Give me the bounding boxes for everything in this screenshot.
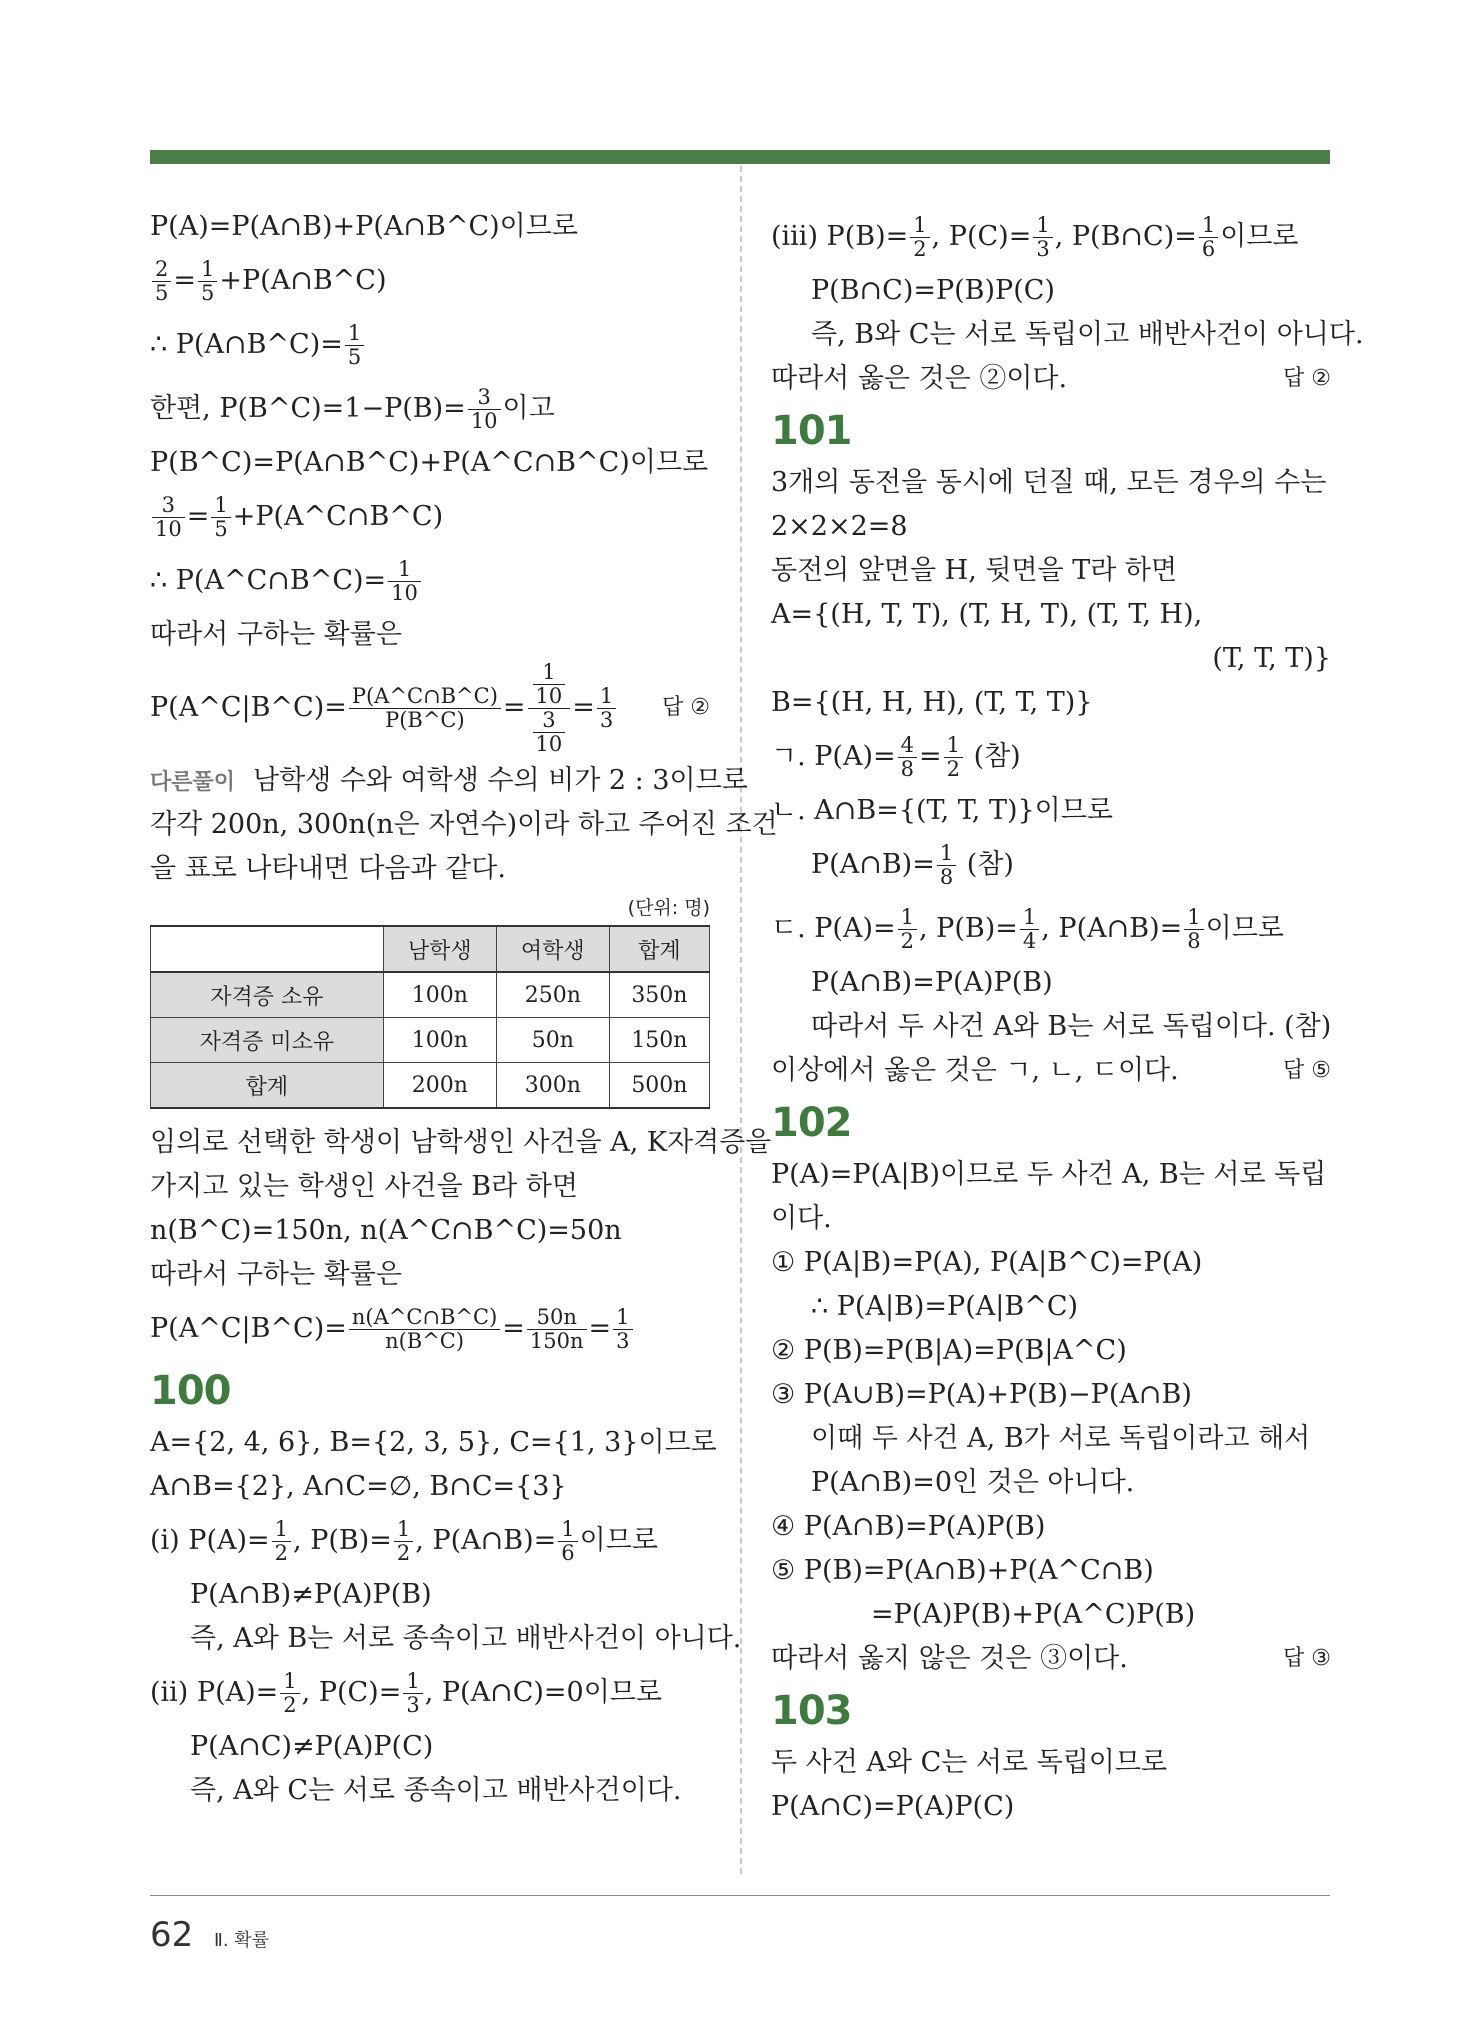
eq-line: P(B∩C)=P(B)P(C) [811,275,1055,306]
left-column [150,205,778,1813]
section-number: 100 [150,1368,231,1414]
eq-line: 2×2×2=8 [771,511,908,542]
answer-label: 답 ② [662,695,710,720]
eq-line: P(A∩B)=0인 것은 아니다. [811,1467,1135,1498]
text-line: 따라서 옳지 않은 것은 ③이다. 답 ③ [771,1637,1331,1681]
table-cell: 100n [383,1018,496,1063]
eq-line: A={(H, T, T), (T, H, T), (T, T, H), [771,599,1203,630]
text-line: 3개의 동전을 동시에 던질 때, 모든 경우의 수는 [771,467,1327,498]
section-number: 102 [771,1100,852,1146]
section-number: 103 [771,1688,852,1734]
eq-line: B={(H, H, H), (T, T, T)} [771,687,1093,718]
eq-line: ㄱ. P(A)= $\frac{4}{8}$ = $\frac{1}{2}$ (참) [771,733,1021,781]
table-cell: 100n [383,972,496,1018]
row-header: 자격증 소유 [151,972,384,1018]
alt-solution-tag: 다른풀이 [150,770,236,795]
alt-solution: 다른풀이 남학생 수와 여학생 수의 비가 2 : 3이므로 [150,765,748,796]
row-header: 자격증 미소유 [151,1018,384,1063]
table-row [151,1063,710,1109]
text-line: 동전의 앞면을 H, 뒷면을 T라 하면 [771,555,1178,586]
eq-line: P(A∩C)=P(A)P(C) [771,1791,1015,1822]
text-line: 각각 200n, 300n(n은 자연수)이라 하고 주어진 조건 [150,809,778,840]
eq-line: P(A)=P(A∩B)+P(A∩B^C)이므로 [150,211,578,242]
text-line: 따라서 구하는 확률은 [150,619,402,650]
eq-line: 한편, P(B^C)=1−P(B)= $\frac{3}{10}$ 이고 [150,385,555,433]
eq-line: ㄷ. P(A)= $\frac{1}{2}$ , P(B)= $\frac{1}{4}$ , P(A∩B)= $\frac{1}{8}$ 이므로 [771,905,1284,953]
eq-line: A∩B={2}, A∩C=∅, B∩C={3} [150,1471,567,1502]
choice-line: ② P(B)=P(B|A)=P(B|A^C) [771,1335,1127,1366]
table-cell: 200n [383,1063,496,1109]
footer-rule [150,1895,1330,1896]
text-line: 임의로 선택한 학생이 남학생인 사건을 A, K자격증을 [150,1127,772,1158]
chapter-label: Ⅱ. 확률 [214,1930,270,1951]
row-header: 합계 [151,1063,384,1109]
answer-label: 답 ③ [1283,1646,1331,1671]
choice-line: ① P(A|B)=P(A), P(A|B^C)=P(A) [771,1247,1203,1278]
text-line: 이때 두 사건 A, B가 서로 독립이라고 해서 [811,1423,1311,1454]
eq-line: P(A∩B)≠P(A)P(B) [190,1579,432,1610]
text-line: 두 사건 A와 C는 서로 독립이므로 [771,1747,1168,1778]
table-cell: 150n [609,1018,709,1063]
eq-line: $\frac{2}{5}$ = $\frac{1}{5}$ +P(A∩B^C) [150,249,710,313]
eq-line: P(A^C|B^C)= $\frac{n(A\^{}C\cap B\^{}C)}{n(B\^{}C)}$ = $\frac{50n}{150n}$ = $\frac{1}{3}$ [150,1297,710,1361]
text-line: 따라서 두 사건 A와 B는 서로 독립이다. (참) [811,1011,1332,1042]
table-header: 남학생 [383,926,496,972]
table-header: 합계 [609,926,709,972]
right-column [771,205,1364,1829]
eq-line: ∴ P(A|B)=P(A|B^C) [811,1291,1079,1322]
text-line: 이다. [771,1203,832,1234]
table-corner [151,926,384,972]
table-cell: 350n [609,972,709,1018]
table-cell: 500n [609,1063,709,1109]
answer-label: 답 ⑤ [1283,1058,1331,1083]
eq-line: =P(A)P(B)+P(A^C)P(B) [871,1599,1196,1630]
eq-line: ㄴ. A∩B={(T, T, T)}이므로 [771,795,1113,826]
eq-line: P(A∩B)=P(A)P(B) [811,967,1053,998]
page-number: 62 [150,1915,194,1955]
eq-line: (T, T, T)} [1212,643,1331,674]
text-line: 가지고 있는 학생인 사건을 B라 하면 [150,1171,578,1202]
choice-line: ④ P(A∩B)=P(A)P(B) [771,1511,1046,1542]
choice-line: ⑤ P(B)=P(A∩B)+P(A^C∩B) [771,1555,1154,1586]
choice-line: ③ P(A∪B)=P(A)+P(B)−P(A∩B) [771,1379,1192,1410]
text-line: P(A)=P(A|B)이므로 두 사건 A, B는 서로 독립 [771,1159,1327,1190]
header-accent-bar [150,150,1330,164]
eq-line: P(A∩B)= $\frac{1}{8}$ (참) [811,841,1014,889]
table-cell: 300n [496,1063,609,1109]
eq-line: ∴ P(A∩B^C)= $\frac{1}{5}$ [150,313,710,377]
eq-line: P(B^C)=P(A∩B^C)+P(A^C∩B^C)이므로 [150,447,709,478]
eq-line: A={2, 4, 6}, B={2, 3, 5}, C={1, 3}이므로 [150,1427,717,1458]
eq-line: $\frac{3}{10}$ = $\frac{1}{5}$ +P(A^C∩B^C) [150,485,710,549]
eq-line: (i) P(A)= $\frac{1}{2}$ , P(B)= $\frac{1}{2}$ , P(A∩B)= $\frac{1}{6}$ 이므로 [150,1517,658,1565]
eq-line: n(B^C)=150n, n(A^C∩B^C)=50n [150,1215,622,1246]
eq-line: (ii) P(A)= $\frac{1}{2}$ , P(C)= $\frac{1}{3}$ , P(A∩C)=0이므로 [150,1669,662,1717]
text-line: 즉, A와 B는 서로 종속이고 배반사건이 아니다. [190,1623,742,1654]
table-row [151,1018,710,1063]
eq-line: P(A^C|B^C)= $\frac{P(A\^{}C\cap B\^{}C)}{P(B\^{}C)}$ = $\frac{\frac{1}{10}}{\frac{3}{10}}$ = $\frac{1}{3}$ 답 ② [150,657,710,759]
text-line: 따라서 옳은 것은 ②이다. 답 ② [771,357,1331,401]
table-unit: (단위: 명) [627,897,710,919]
table-row [151,972,710,1018]
eq-line: (iii) P(B)= $\frac{1}{2}$ , P(C)= $\frac{1}{3}$ , P(B∩C)= $\frac{1}{6}$ 이므로 [771,213,1299,261]
text-line: 따라서 구하는 확률은 [150,1259,402,1290]
text-line: 이상에서 옳은 것은 ㄱ, ㄴ, ㄷ이다. 답 ⑤ [771,1049,1331,1093]
text-line: 을 표로 나타내면 다음과 같다. [150,853,506,884]
table-header: 여학생 [496,926,609,972]
answer-label: 답 ② [1283,366,1331,391]
text-line: 즉, B와 C는 서로 독립이고 배반사건이 아니다. [811,319,1364,350]
section-number: 101 [771,408,852,454]
table-cell: 250n [496,972,609,1018]
eq-line: ∴ P(A^C∩B^C)= $\frac{1}{10}$ [150,549,710,613]
data-table [150,925,710,1109]
table-cell: 50n [496,1018,609,1063]
eq-line: P(A∩C)≠P(A)P(C) [190,1731,434,1762]
text-line: 즉, A와 C는 서로 종속이고 배반사건이다. [190,1775,682,1806]
